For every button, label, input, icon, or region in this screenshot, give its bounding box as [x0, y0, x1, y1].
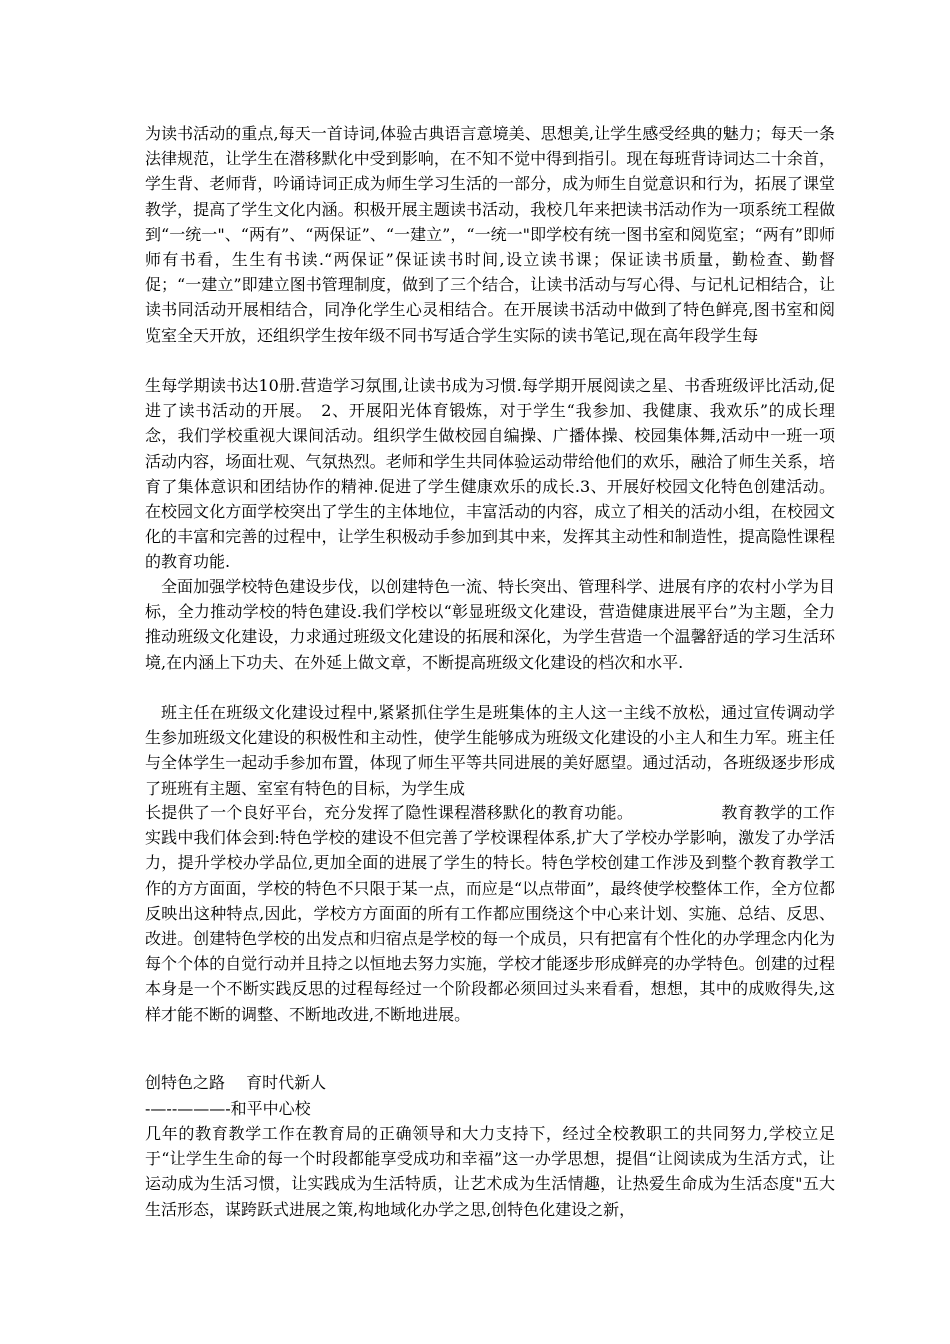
- paragraph-class-culture: 班主任在班级文化建设过程中,紧紧抓住学生是班集体的主人这一主线不放松，通过宣传调动学生参加班级文化建设的积极性和主动性，使学生能够成为班级文化建设的小主人和生力军。班主任与全体学生一起动手参加布置，体现了师生平等共同进展的美好愿望。通过活动，各班级逐步形成了班班有主题、室室有特色的目标，为学生成: [145, 703, 835, 798]
- paragraph-teaching-practice-lead: 长提供了一个良好平台，充分发挥了隐性课程潜移默化的教育功能。: [145, 803, 634, 822]
- section-byline: -—--———-和平中心校: [145, 1099, 311, 1118]
- paragraph-school-characteristics: 全面加强学校特色建设步伐，以创建特色一流、特长突出、管理科学、进展有序的农村小学为目标，全力推动学校的特色建设.我们学校以“彰显班级文化建设，营造健康进展平台”为主题，全力推动班级文化建设，力求通过班级文化建设的拓展和深化，为学生营造一个温馨舒适的学习生活环境,在内涵上下功夫、在外延上做文章，不断提高班级文化建设的档次和水平.: [145, 577, 835, 672]
- paragraph-introduction: 几年的教育教学工作在教育局的正确领导和大力支持下，经过全校教职工的共同努力,学校立足于“让学生生命的每一个时段都能享受成功和幸福”这一办学思想，提倡“让阅读成为生活方式，让运动成为生活习惯，让实践成为生活特质，让艺术成为生活情趣，让热爱生命成为生活态度"五大生活形态，谋跨跃式进展之策,构地域化办学之思,创特色化建设之新，: [145, 1124, 835, 1219]
- paragraph-reading-activities: 为读书活动的重点,每天一首诗词,体验古典语言意境美、思想美,让学生感受经典的魅力；每天一条法律规范，让学生在潜移默化中受到影响，在不知不觉中得到指引。现在每班背诗词达二十余首，学生背、老师背，吟诵诗词正成为师生学习生活的一部分，成为师生自觉意识和行为，拓展了课堂教学，提高了学生文化内涵。积极开展主题读书活动，我校几年来把读书活动作为一项系统工程做到“一统一"、“两有”、“两保证”、“一建立”，“一统一"即学校有统一图书室和阅览室；“两有”即师师有书看，生生有书读.“两保证”保证读书时间,设立读书课；保证读书质量，勤检查、勤督促；“一建立”即建立图书管理制度，做到了三个结合，让读书活动与写心得、与记札记相结合，让读书同活动开展相结合，同净化学生心灵相结合。在开展读书活动中做到了特色鲜亮,图书室和阅览室全天开放，还组织学生按年级不同书写适合学生实际的读书笔记,现在高年段学生每: [145, 124, 835, 345]
- paragraph-teaching-practice-body: 教育教学的工作实践中我们体会到:特色学校的建设不但完善了学校课程体系,扩大了学校办学影响，激发了办学活力，提升学校办学品位,更加全面的进展了学生的特长。特色学校创建工作涉及到整个教育教学工作的方方面面，学校的特色不只限于某一点，而应是“以点带面”，最终使学校整体工作，全方位都反映出这种特点,因此，学校方方面面的所有工作都应围绕这个中心来计划、实施、总结、反思、改进。创建特色学校的出发点和归宿点是学校的每一个成员，只有把富有个性化的办学理念内化为每个个体的自觉行动并且持之以恒地去努力实施，学校才能逐步形成鲜亮的办学特色。创建的过程本身是一个不断实践反思的过程每经过一个阶段都必须回过头来看看，想想，其中的成败得失,这样才能不断的调整、不断地改进,不断地进展。: [145, 803, 835, 1024]
- section-title: 创特色之路 育时代新人: [145, 1073, 327, 1092]
- paragraph-teaching-practice: [145, 800, 835, 1027]
- paragraph-sports-and-culture: 生每学期读书达10册.营造学习氛围,让读书成为习惯.每学期开展阅读之星、书香班级评比活动,促进了读书活动的开展。 2、开展阳光体育锻炼，对于学生“我参加、我健康、我欢乐”的成长理念，我们学校重视大课间活动。组织学生做校园自编操、广播体操、校园集体舞,活动中一班一项活动内容，场面壮观、气氛热烈。老师和学生共同体验运动带给他们的欢乐，融洽了师生关系，培育了集体意识和团结协作的精神.促进了学生健康欢乐的成长.3、开展好校园文化特色创建活动。在校园文化方面学校突出了学生的主体地位，丰富活动的内容，成立了相关的活动小组，在校园文化的丰富和完善的过程中，让学生积极动手参加到其中来，发挥其主动性和制造性，提高隐性课程的教育功能.: [145, 376, 835, 572]
